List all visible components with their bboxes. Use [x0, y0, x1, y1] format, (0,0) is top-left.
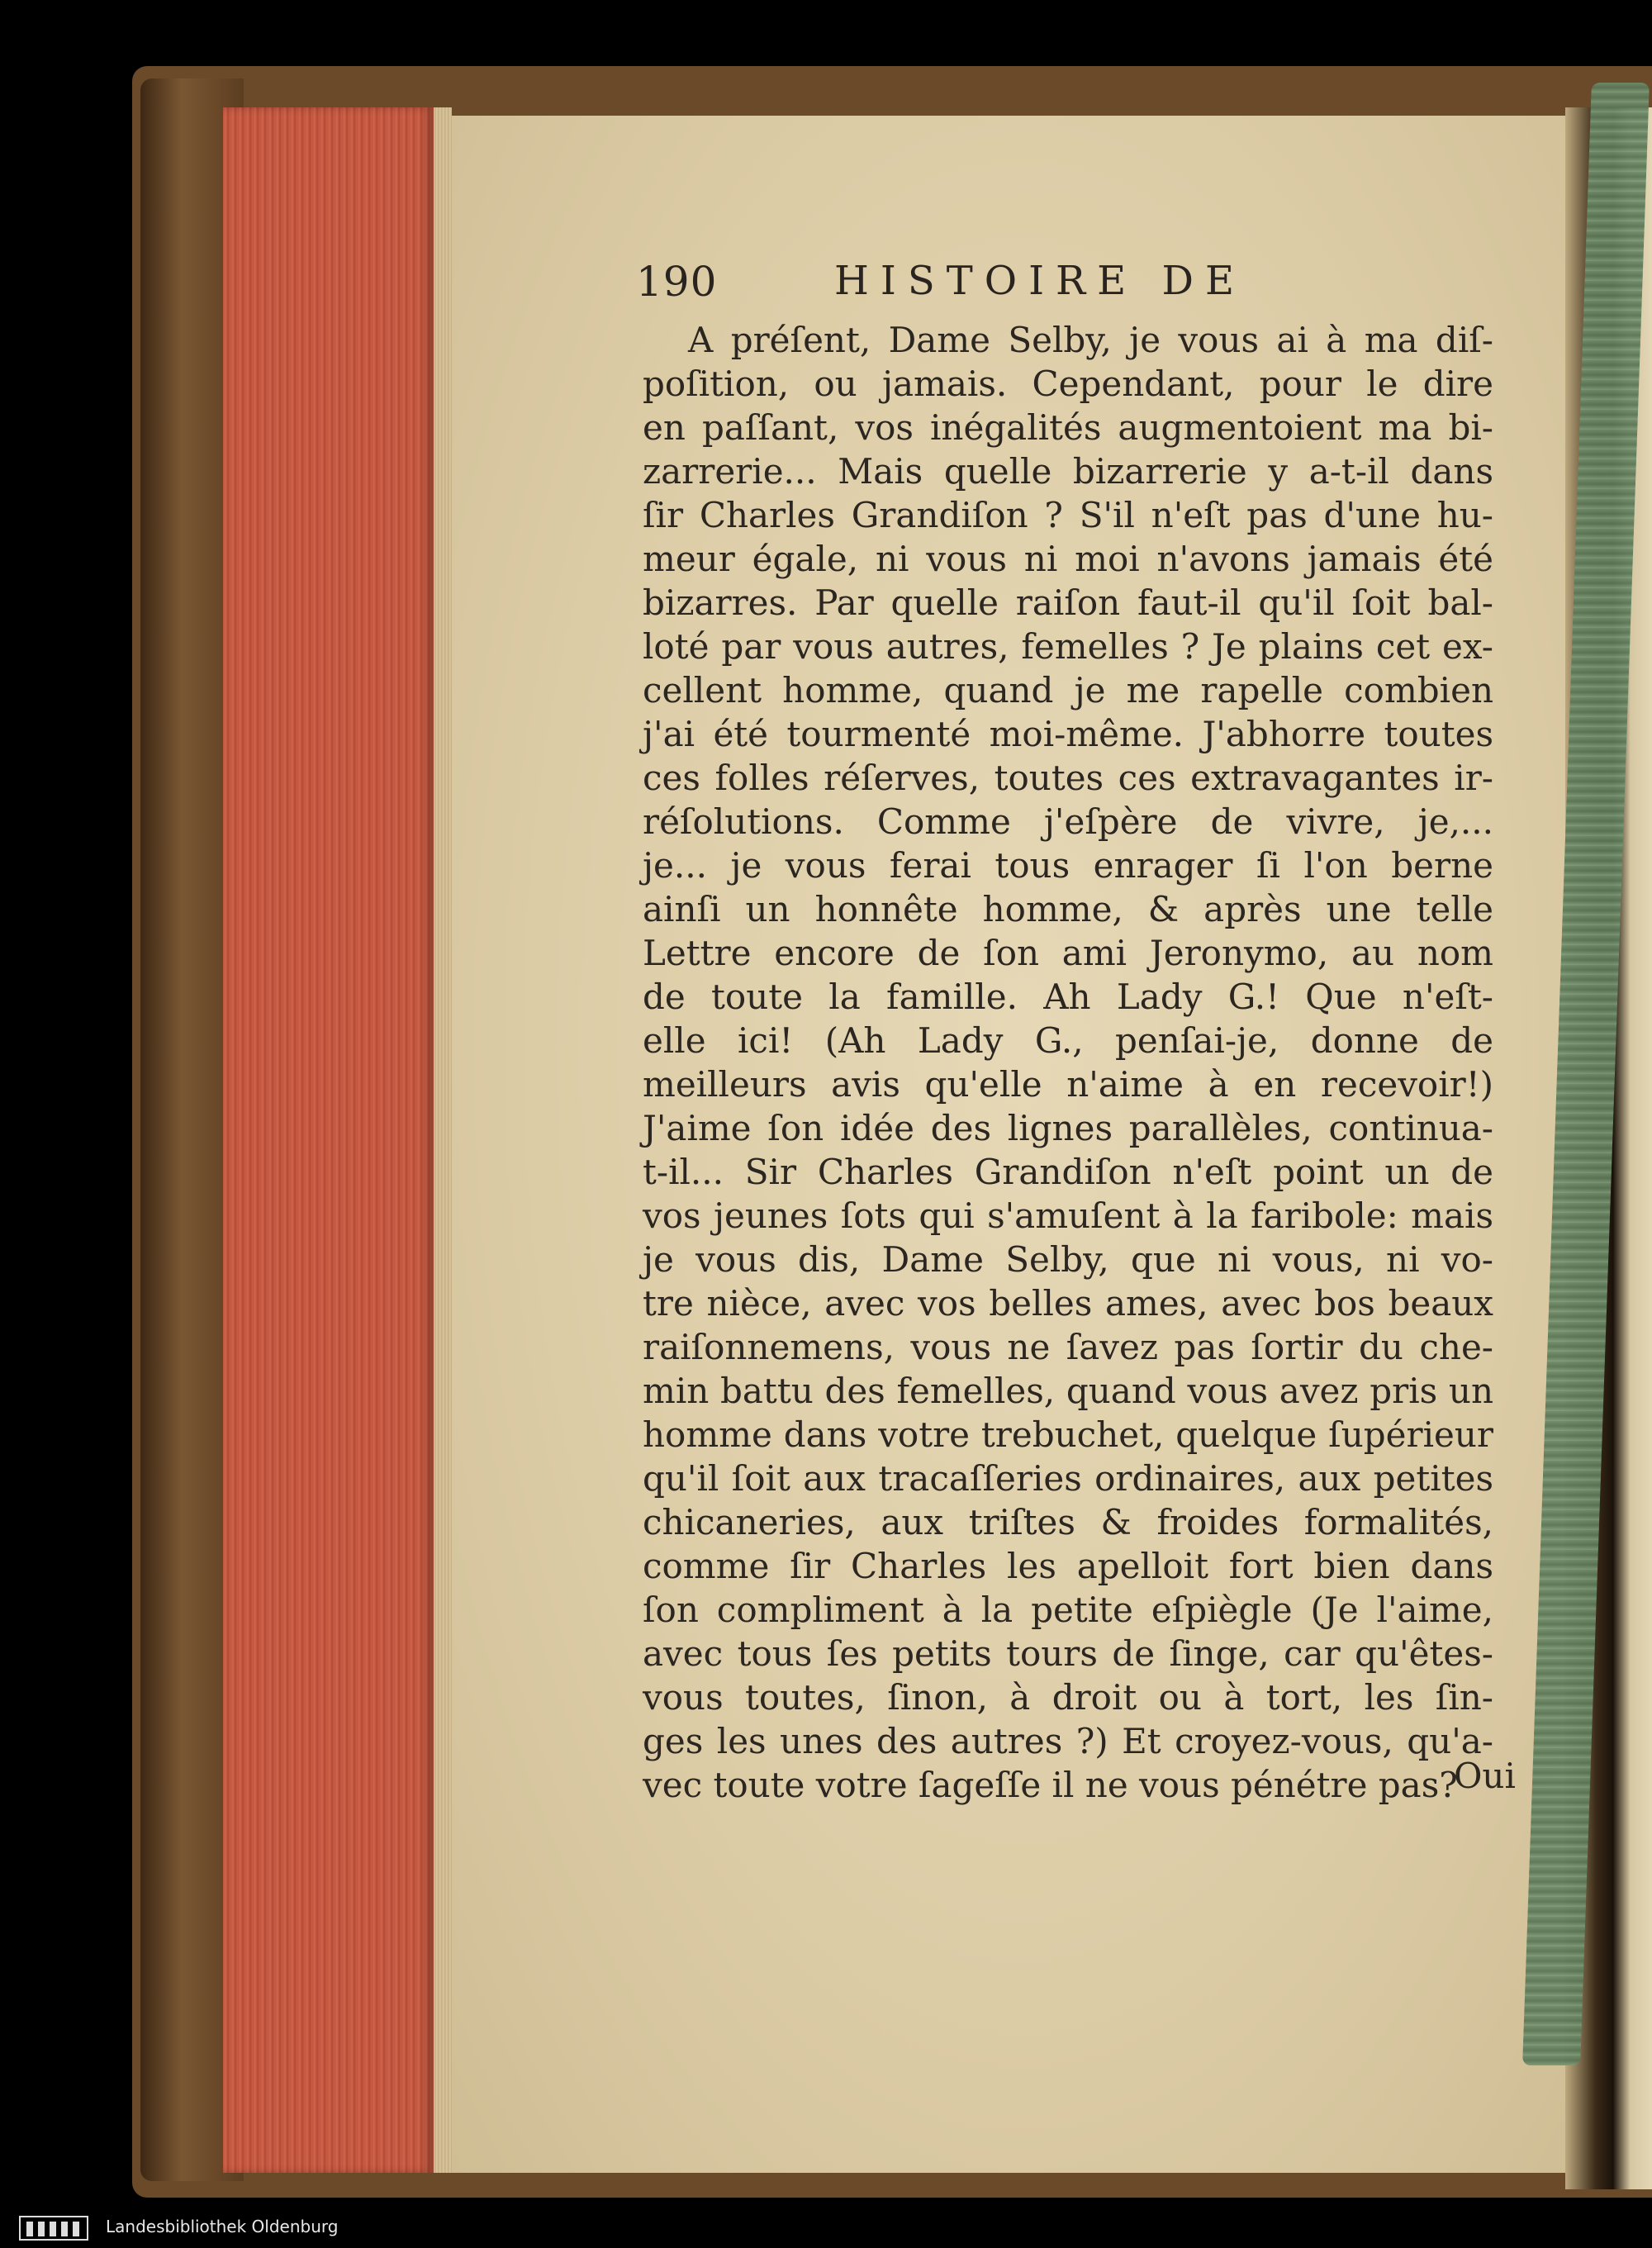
text-line: t-il... Sir Charles Grandiſon n'eſt point un de	[643, 1152, 1493, 1192]
library-name: Landesbibliothek Oldenburg	[106, 2217, 339, 2236]
page-header	[636, 258, 1561, 316]
text-line: meur égale, ni vous ni moi n'avons jamais été	[643, 539, 1493, 579]
body-text	[643, 318, 1493, 1807]
text-line: qu'il ſoit aux tracaſſeries ordinaires, aux petites	[643, 1458, 1493, 1499]
text-line: de toute la famille. Ah Lady G.! Que n'eſt-	[643, 977, 1493, 1017]
running-title: HISTOIRE DE	[834, 258, 1246, 304]
text-line: min battu des femelles, quand vous avez pris un	[643, 1371, 1493, 1411]
catchword: Oui	[1454, 1756, 1516, 1796]
text-line: vos jeunes ſots qui s'amuſent à la faribole: mais	[643, 1195, 1493, 1236]
text-line: raiſonnemens, vous ne ſavez pas ſortir du che-	[643, 1327, 1493, 1367]
text-line: avec tous ſes petits tours de ſinge, car qu'êtes-	[643, 1633, 1493, 1674]
text-line: poſition, ou jamais. Cependant, pour le dire	[643, 364, 1493, 404]
text-line: je... je vous ferai tous enrager ſi l'on berne	[643, 845, 1493, 886]
text-line: ges les unes des autres ?) Et croyez-vous, qu'a-	[643, 1721, 1493, 1761]
text-line: bizarres. Par quelle raiſon faut-il qu'il ſoit bal-	[643, 582, 1493, 623]
text-line: en paſſant, vos inégalités augmentoient ma bi-	[643, 407, 1493, 448]
text-line: A préſent, Dame Selby, je vous ai à ma diſ-	[688, 320, 1493, 360]
footer-bar	[0, 2207, 1652, 2248]
text-line: chicaneries, aux triſtes & froides formalités,	[643, 1502, 1493, 1542]
text-line: je vous dis, Dame Selby, que ni vous, ni vo-	[643, 1239, 1493, 1280]
text-line: vec toute votre ſageſſe il ne vous pénétre pas?	[643, 1765, 1458, 1805]
text-line: meilleurs avis qu'elle n'aime à en recevoir!)	[643, 1064, 1493, 1105]
text-line: ſir Charles Grandiſon ? S'il n'eſt pas d'une hu-	[643, 495, 1493, 535]
text-line: cellent homme, quand je me rapelle combien	[643, 670, 1493, 711]
text-line: Lettre encore de ſon ami Jeronymo, au nom	[643, 933, 1493, 973]
page-number: 190	[636, 258, 718, 306]
text-line: j'ai été tourmenté moi-même. J'abhorre toutes	[643, 714, 1493, 754]
page-edges	[223, 107, 434, 2173]
text-line: vous toutes, ſinon, à droit ou à tort, les ſin-	[643, 1677, 1493, 1718]
text-line: J'aime ſon idée des lignes parallèles, continua-	[643, 1108, 1493, 1148]
text-line: elle ici! (Ah Lady G., penſai-je, donne de	[643, 1020, 1493, 1061]
text-line: réſolutions. Comme j'eſpère de vivre, je,...	[643, 801, 1493, 842]
text-line: ces folles réſerves, toutes ces extravagantes ir-	[643, 758, 1493, 798]
text-line: ainſi un honnête homme, & après une telle	[643, 889, 1493, 929]
text-line: tre nièce, avec vos belles ames, avec bos beaux	[643, 1283, 1493, 1324]
text-line: loté par vous autres, femelles ? Je plains cet ex-	[643, 626, 1493, 667]
library-building-icon	[18, 2213, 89, 2241]
text-line: homme dans votre trebuchet, quelque ſupérieur	[643, 1414, 1493, 1455]
text-line: ſon compliment à la petite eſpiègle (Je l'aime,	[643, 1590, 1493, 1630]
text-line: comme ſir Charles les apelloit fort bien dans	[643, 1546, 1493, 1586]
text-line: zarrerie... Mais quelle bizarrerie y a-t-il dans	[643, 451, 1493, 492]
